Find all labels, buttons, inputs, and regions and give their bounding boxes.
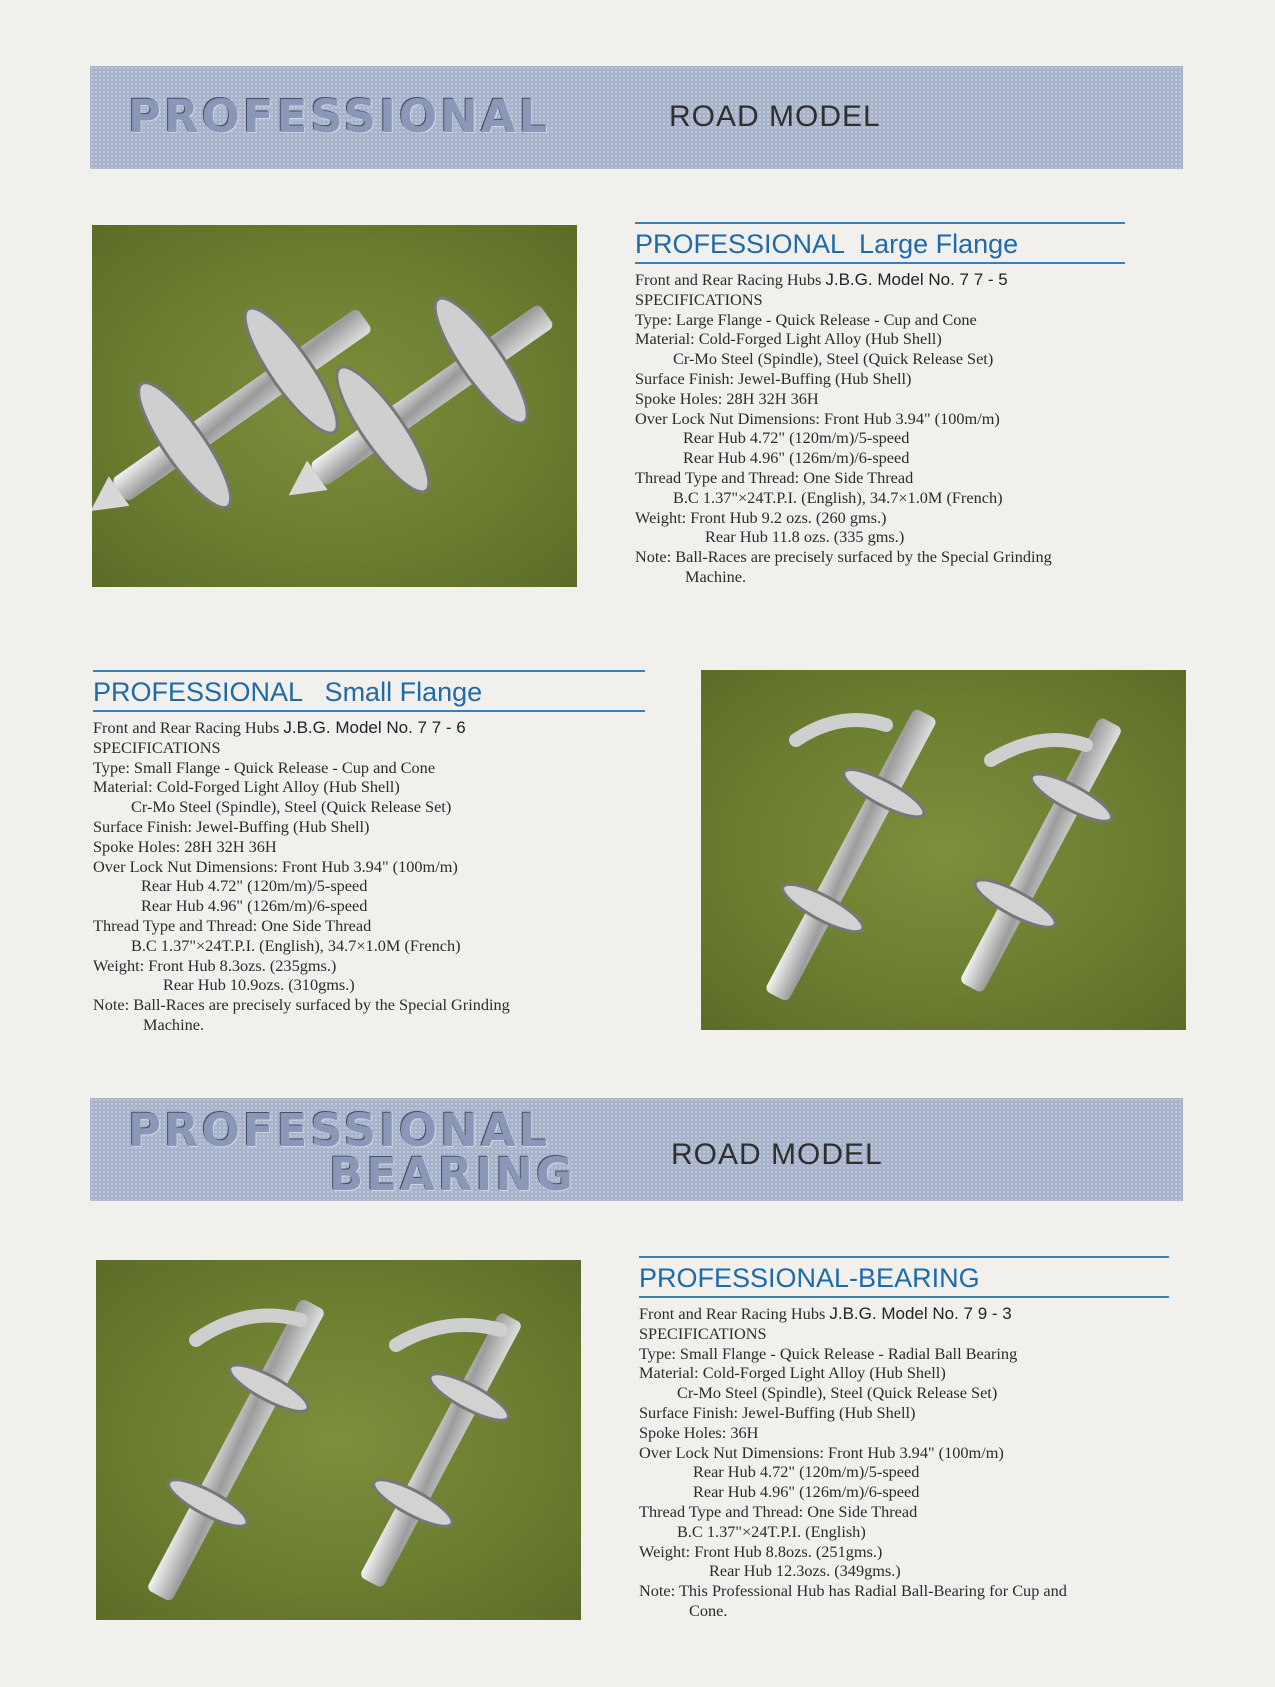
spec-line: Rear Hub 4.96" (126m/m)/6-speed — [683, 448, 910, 468]
spec-heading: SPECIFICATIONS — [639, 1323, 767, 1343]
spec-line: Rear Hub 11.8 ozs. (335 gms.) — [705, 527, 905, 547]
spec-line: Spoke Holes: 36H — [639, 1422, 759, 1442]
spec-line: Rear Hub 4.72" (120m/m)/5-speed — [693, 1462, 920, 1482]
spec-line: Spoke Holes: 28H 32H 36H — [93, 836, 277, 856]
bearing-section — [639, 1256, 1169, 1621]
bearing-banner — [90, 1098, 1183, 1201]
spec-line: Type: Small Flange - Quick Release - Radial Ball Bearing — [639, 1343, 1018, 1363]
banner-subtitle: ROAD MODEL — [671, 1138, 883, 1171]
spec-line: Rear Hub 4.72" (120m/m)/5-speed — [141, 876, 368, 896]
spec-line: Machine. — [143, 1014, 205, 1034]
banner-subtitle: ROAD MODEL — [669, 100, 881, 133]
spec-line: Surface Finish: Jewel-Buffing (Hub Shell) — [639, 1402, 916, 1422]
spec-line: Note: Ball-Races are precisely surfaced by the Special Grinding — [93, 995, 510, 1015]
spec-line: Cr-Mo Steel (Spindle), Steel (Quick Release Set) — [677, 1383, 998, 1403]
spec-line: Note: Ball-Races are precisely surfaced by the Special Grinding — [635, 547, 1052, 567]
spec-heading: SPECIFICATIONS — [93, 737, 221, 757]
spec-line: Cr-Mo Steel (Spindle), Steel (Quick Release Set) — [131, 797, 452, 817]
large-flange-specs — [635, 270, 1125, 587]
spec-line: Cr-Mo Steel (Spindle), Steel (Quick Release Set) — [673, 349, 994, 369]
model-number: J.B.G. Model No. 7 9 - 3 — [829, 1304, 1012, 1323]
spec-intro: Front and Rear Racing Hubs — [635, 270, 822, 289]
spec-line: Weight: Front Hub 8.8ozs. (251gms.) — [639, 1541, 883, 1561]
spec-line: B.C 1.37"×24T.P.I. (English), 34.7×1.0M (French) — [673, 487, 1003, 507]
bearing-hubs-photo — [96, 1260, 581, 1620]
spec-line: Rear Hub 10.9ozs. (310gms.) — [163, 975, 355, 995]
spec-line: Type: Large Flange - Quick Release - Cup and Cone — [635, 309, 977, 329]
model-number: J.B.G. Model No. 7 7 - 6 — [283, 718, 466, 737]
small-flange-hubs-photo — [701, 670, 1186, 1030]
spec-heading: SPECIFICATIONS — [635, 289, 763, 309]
large-flange-hubs-photo — [92, 225, 577, 587]
model-number: J.B.G. Model No. 7 7 - 5 — [825, 270, 1008, 289]
spec-line: Note: This Professional Hub has Radial Ball-Bearing for Cup and — [639, 1581, 1067, 1601]
spec-line: Rear Hub 4.72" (120m/m)/5-speed — [683, 428, 910, 448]
spec-line: Thread Type and Thread: One Side Thread — [639, 1501, 918, 1521]
spec-line: Thread Type and Thread: One Side Thread — [93, 915, 372, 935]
small-flange-specs — [93, 718, 645, 1035]
small-flange-title: PROFESSIONAL Small Flange — [93, 670, 645, 712]
spec-line: Over Lock Nut Dimensions: Front Hub 3.94" (100m/m) — [639, 1442, 1004, 1462]
spec-line: Over Lock Nut Dimensions: Front Hub 3.94" (100m/m) — [635, 408, 1000, 428]
spec-line: Surface Finish: Jewel-Buffing (Hub Shell) — [635, 368, 912, 388]
spec-line: Rear Hub 4.96" (126m/m)/6-speed — [693, 1482, 920, 1502]
banner-brand-line1: PROFESSIONAL — [128, 1104, 551, 1157]
header-banner — [90, 66, 1183, 169]
spec-line: Thread Type and Thread: One Side Thread — [635, 467, 914, 487]
bearing-title: PROFESSIONAL-BEARING — [639, 1256, 1169, 1298]
spec-intro: Front and Rear Racing Hubs — [639, 1304, 826, 1323]
large-flange-section — [635, 222, 1125, 587]
spec-line: B.C 1.37"×24T.P.I. (English), 34.7×1.0M (French) — [131, 935, 461, 955]
spec-line: Over Lock Nut Dimensions: Front Hub 3.94" (100m/m) — [93, 856, 458, 876]
banner-brand-line2: BEARING — [329, 1148, 576, 1201]
spec-line: Spoke Holes: 28H 32H 36H — [635, 388, 819, 408]
large-flange-title: PROFESSIONAL Large Flange — [635, 222, 1125, 264]
banner-brand-text: PROFESSIONAL — [128, 90, 551, 143]
bearing-specs — [639, 1304, 1169, 1621]
spec-line: B.C 1.37"×24T.P.I. (English) — [677, 1521, 866, 1541]
spec-line: Weight: Front Hub 9.2 ozs. (260 gms.) — [635, 507, 887, 527]
spec-line: Cone. — [689, 1600, 728, 1620]
spec-intro: Front and Rear Racing Hubs — [93, 718, 280, 737]
spec-line: Rear Hub 12.3ozs. (349gms.) — [709, 1561, 901, 1581]
spec-line: Machine. — [685, 566, 747, 586]
spec-line: Surface Finish: Jewel-Buffing (Hub Shell) — [93, 816, 370, 836]
spec-line: Material: Cold-Forged Light Alloy (Hub Shell) — [635, 329, 942, 349]
spec-line: Material: Cold-Forged Light Alloy (Hub Shell) — [93, 777, 400, 797]
spec-line: Rear Hub 4.96" (126m/m)/6-speed — [141, 896, 368, 916]
spec-line: Weight: Front Hub 8.3ozs. (235gms.) — [93, 955, 337, 975]
spec-line: Material: Cold-Forged Light Alloy (Hub Shell) — [639, 1363, 946, 1383]
spec-line: Type: Small Flange - Quick Release - Cup and Cone — [93, 757, 436, 777]
small-flange-section — [93, 670, 645, 1035]
